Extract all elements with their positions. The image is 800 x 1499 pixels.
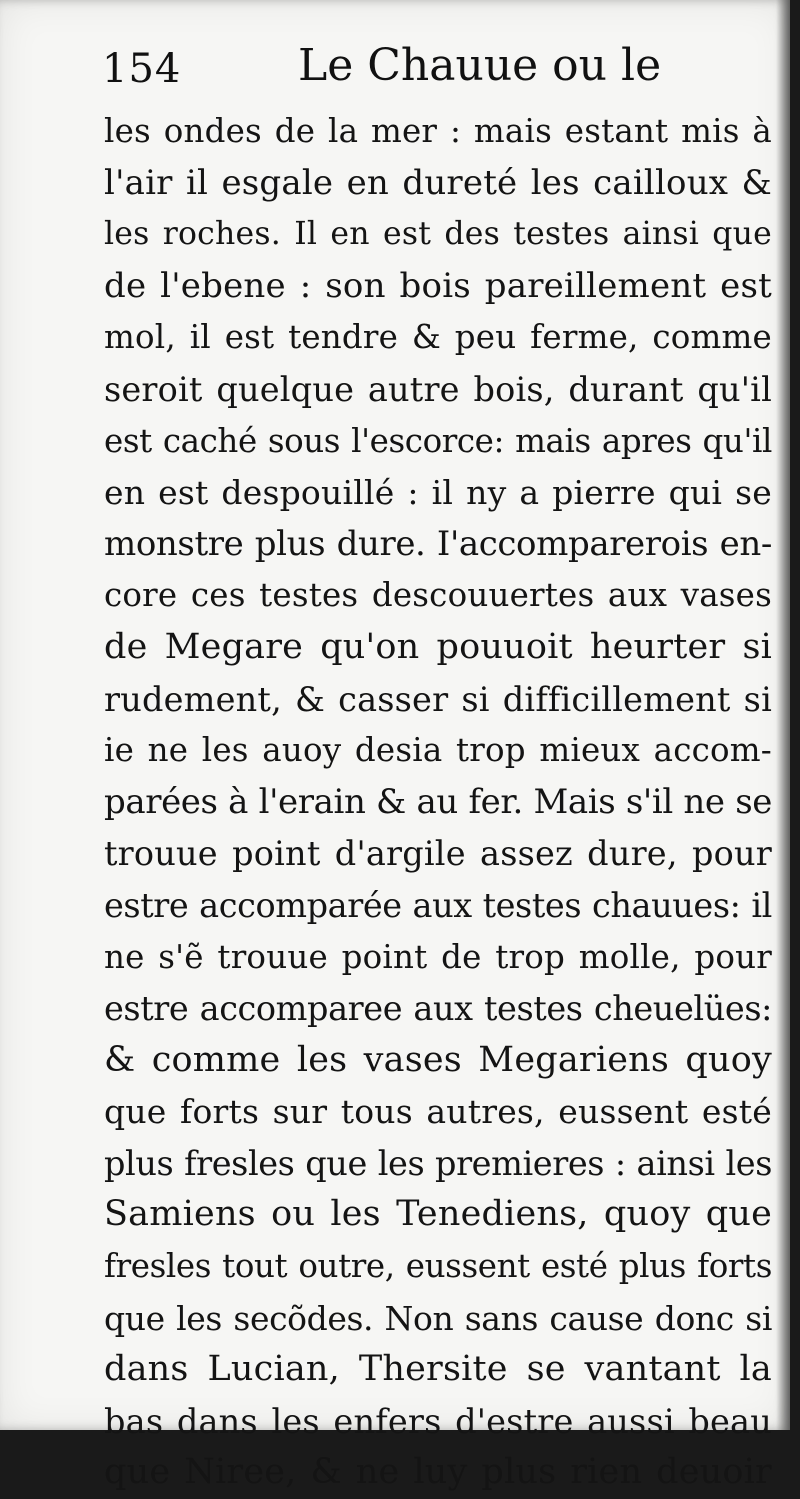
text-line: les ondes de la mer : mais estant mis à bbox=[104, 112, 772, 150]
text-line: de Megare qu'on pouuoit heurter si bbox=[104, 626, 772, 667]
text-line: dans Lucian, Thersite se vantant la bbox=[104, 1349, 772, 1390]
running-head: Le Chauue ou le bbox=[298, 40, 662, 91]
text-line: les roches. Il en est des testes ainsi que bbox=[104, 216, 772, 253]
text-line: ie ne les auoy desia trop mieux accom- bbox=[104, 731, 772, 770]
text-line: fresles tout outre, eussent esté plus forts bbox=[104, 1247, 772, 1286]
text-line: core ces testes descouuertes aux vases bbox=[104, 576, 772, 615]
text-line: estre accomparée aux testes chauues: il bbox=[104, 885, 772, 925]
body-text bbox=[104, 106, 772, 1499]
text-line: seroit quelque autre bois, durant qu'il bbox=[104, 369, 772, 409]
text-line: est caché sous l'escorce: mais apres qu'il bbox=[104, 421, 772, 460]
text-line: que Niree, & ne luy plus rien deuoir bbox=[104, 1452, 772, 1493]
text-line: en est despouillé : il ny a pierre qui se bbox=[104, 473, 772, 513]
text-line: & comme les vases Megariens quoy bbox=[104, 1039, 772, 1080]
text-line: estre accomparee aux testes cheuelües: bbox=[104, 989, 772, 1029]
text-line: plus fresles que les premieres : ainsi les bbox=[104, 1143, 772, 1183]
page-header bbox=[102, 40, 782, 104]
text-line: parées à l'erain & au fer. Mais s'il ne se bbox=[104, 781, 772, 822]
text-line: trouue point d'argile assez dure, pour bbox=[104, 834, 772, 874]
text-line: Samiens ou les Tenediens, quoy que bbox=[104, 1194, 772, 1235]
text-line: que les secõdes. Non sans cause donc si bbox=[104, 1298, 772, 1338]
text-line: bas dans les enfers d'estre aussi beau bbox=[104, 1401, 772, 1441]
text-line: mol, il est tendre & peu ferme, comme bbox=[104, 318, 772, 357]
page-number: 154 bbox=[102, 46, 182, 92]
text-line: ne s'ẽ trouue point de trop molle, pour bbox=[104, 937, 772, 976]
text-line: que forts sur tous autres, eussent esté bbox=[104, 1092, 772, 1132]
text-line: monstre plus dure. I'accomparerois en- bbox=[104, 523, 772, 564]
text-line: de l'ebene : son bois pareillement est bbox=[104, 265, 772, 306]
text-line: rudement, & casser si difficillement si bbox=[104, 679, 772, 719]
text-line: l'air il esgale en dureté les cailloux & bbox=[104, 162, 772, 203]
